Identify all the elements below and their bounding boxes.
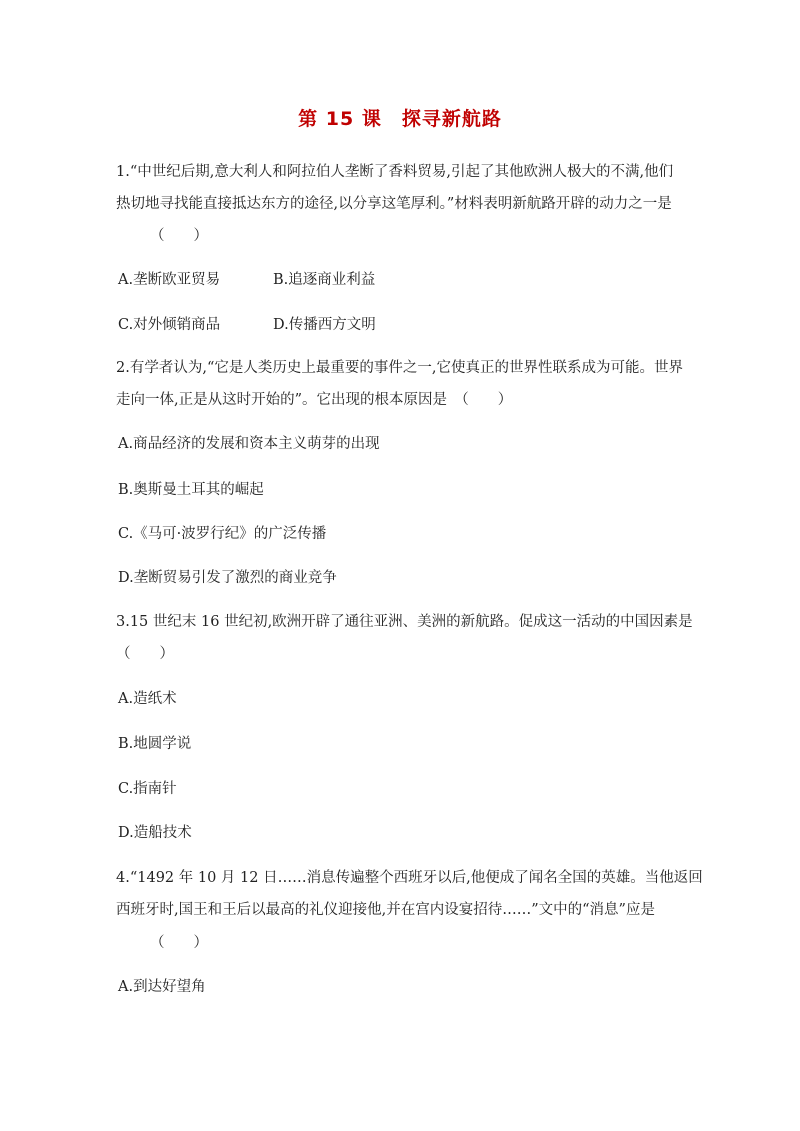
question-1-option-a: A.垄断欧亚贸易 (118, 272, 221, 288)
question-3-option-a: A.造纸术 (118, 691, 177, 707)
question-4-answer-blank: （ ） (150, 935, 208, 951)
question-3-answer-blank: （ ） (116, 646, 174, 662)
question-2-line-2: 走向一体,正是从这时开始的”。它出现的根本原因是 （ ） (116, 392, 513, 408)
page-title: 第 15 课 探寻新航路 (298, 108, 502, 130)
question-1-answer-blank: （ ） (150, 228, 208, 244)
question-1-option-c: C.对外倾销商品 (118, 317, 221, 333)
question-2-option-d: D.垄断贸易引发了激烈的商业竞争 (118, 570, 337, 586)
question-1-option-b: B.追逐商业利益 (273, 272, 376, 288)
question-2-line-1: 2.有学者认为,“它是人类历史上最重要的事件之一,它使真正的世界性联系成为可能。世界 (116, 360, 683, 376)
question-3-option-b: B.地圆学说 (118, 736, 192, 752)
question-3-line-1: 3.15 世纪末 16 世纪初,欧洲开辟了通往亚洲、美洲的新航路。促成这一活动的中国因素是 (116, 614, 693, 630)
question-3-option-d: D.造船技术 (118, 825, 192, 841)
question-1-line-2: 热切地寻找能直接抵达东方的途径,以分享这笔厚利。”材料表明新航路开辟的动力之一是 (116, 196, 672, 212)
question-2-option-b: B.奥斯曼土耳其的崛起 (118, 482, 264, 498)
question-4-line-1: 4.“1492 年 10 月 12 日……消息传遍整个西班牙以后,他便成了闻名全国的英雄。当他返回 (116, 870, 703, 886)
question-3-option-c: C.指南针 (118, 781, 177, 797)
question-1-option-d: D.传播西方文明 (273, 317, 376, 333)
question-2-option-a: A.商品经济的发展和资本主义萌芽的出现 (118, 436, 380, 452)
question-1-line-1: 1.“中世纪后期,意大利人和阿拉伯人垄断了香料贸易,引起了其他欧洲人极大的不满,他们 (116, 164, 674, 180)
question-2-option-c: C.《马可·波罗行纪》的广泛传播 (118, 526, 327, 542)
question-4-line-2: 西班牙时,国王和王后以最高的礼仪迎接他,并在宫内设宴招待……”文中的“消息”应是 (116, 902, 655, 918)
question-4-option-a: A.到达好望角 (118, 979, 206, 995)
